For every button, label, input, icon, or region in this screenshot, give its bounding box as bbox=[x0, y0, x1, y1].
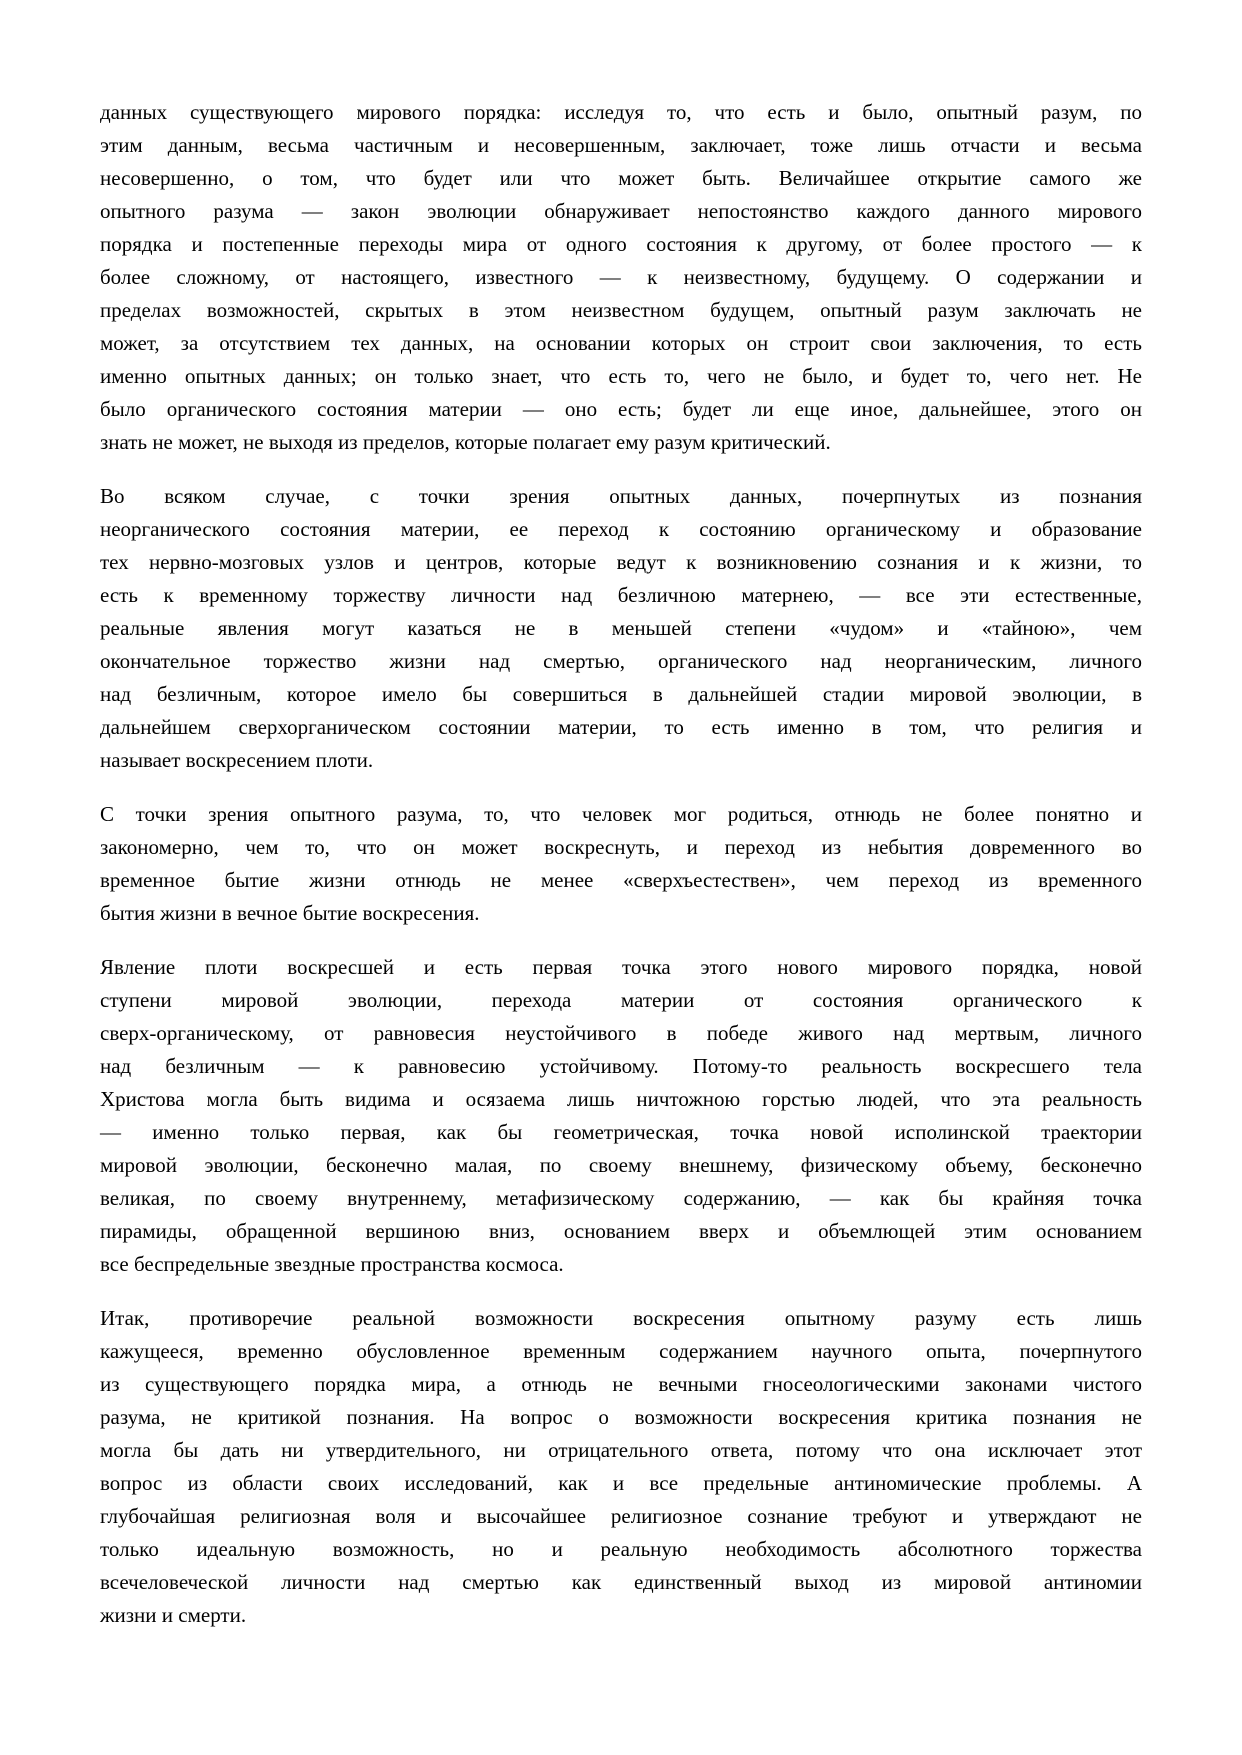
paragraph bbox=[100, 1302, 1142, 1632]
text-line: знать не может, не выходя из пределов, которые полагает ему разум критический. bbox=[100, 430, 831, 454]
text-line: опытного разума — закон эволюции обнаруживает непостоянство каждого данного мирового bbox=[100, 199, 1142, 223]
text-line: закономерно, чем то, что он может воскреснуть, и переход из небытия довременного во bbox=[100, 835, 1142, 859]
text-line: — именно только первая, как бы геометрическая, точка новой исполинской траектории bbox=[100, 1120, 1142, 1144]
text-line: мировой эволюции, бесконечно малая, по своему внешнему, физическому объему, бесконечно bbox=[100, 1153, 1142, 1177]
text-line: Явление плоти воскресшей и есть первая точка этого нового мирового порядка, новой bbox=[100, 955, 1142, 979]
text-line: великая, по своему внутреннему, метафизическому содержанию, — как бы крайняя точка bbox=[100, 1186, 1142, 1210]
text-line: неорганического состояния материи, ее переход к состоянию органическому и образование bbox=[100, 517, 1142, 541]
text-line: этим данным, весьма частичным и несовершенным, заключает, тоже лишь отчасти и весьма bbox=[100, 133, 1142, 157]
paragraph bbox=[100, 951, 1142, 1281]
text-line: данных существующего мирового порядка: исследуя то, что есть и было, опытный разум, по bbox=[100, 100, 1142, 124]
text-line: именно опытных данных; он только знает, что есть то, чего не было, и будет то, чего нет. Не bbox=[100, 364, 1142, 388]
text-line: только идеальную возможность, но и реальную необходимость абсолютного торжества bbox=[100, 1537, 1142, 1561]
text-line: над безличным, которое имело бы совершиться в дальнейшей стадии мировой эволюции, в bbox=[100, 682, 1142, 706]
text-line: тех нервно-мозговых узлов и центров, которые ведут к возникновению сознания и к жизни, то bbox=[100, 550, 1142, 574]
text-line: более сложному, от настоящего, известного — к неизвестному, будущему. О содержании и bbox=[100, 265, 1142, 289]
text-line: из существующего порядка мира, а отнюдь не вечными гносеологическими законами чистого bbox=[100, 1372, 1142, 1396]
text-line: Христова могла быть видима и осязаема лишь ничтожною горстью людей, что эта реальность bbox=[100, 1087, 1142, 1111]
text-line: все беспредельные звездные пространства космоса. bbox=[100, 1252, 564, 1276]
text-line: порядка и постепенные переходы мира от одного состояния к другому, от более простого — к bbox=[100, 232, 1142, 256]
paragraph bbox=[100, 480, 1142, 777]
text-line: ступени мировой эволюции, перехода материи от состояния органического к bbox=[100, 988, 1142, 1012]
text-line: Во всяком случае, с точки зрения опытных данных, почерпнутых из познания bbox=[100, 484, 1142, 508]
document-text bbox=[100, 96, 1142, 1632]
text-line: кажущееся, временно обусловленное временным содержанием научного опыта, почерпнутого bbox=[100, 1339, 1142, 1363]
text-line: разума, не критикой познания. На вопрос о возможности воскресения критика познания не bbox=[100, 1405, 1142, 1429]
text-line: над безличным — к равновесию устойчивому. Потому-то реальность воскресшего тела bbox=[100, 1054, 1142, 1078]
text-line: вопрос из области своих исследований, как и все предельные антиномические проблемы. А bbox=[100, 1471, 1142, 1495]
text-line: сверх-органическому, от равновесия неустойчивого в победе живого над мертвым, личного bbox=[100, 1021, 1142, 1045]
text-line: окончательное торжество жизни над смертью, органического над неорганическим, личного bbox=[100, 649, 1142, 673]
text-line: могла бы дать ни утвердительного, ни отрицательного ответа, потому что она исключает этот bbox=[100, 1438, 1142, 1462]
paragraph bbox=[100, 96, 1142, 459]
text-line: реальные явления могут казаться не в меньшей степени «чудом» и «тайною», чем bbox=[100, 616, 1142, 640]
text-line: было органического состояния материи — оно есть; будет ли еще иное, дальнейшее, этого он bbox=[100, 397, 1142, 421]
text-line: жизни и смерти. bbox=[100, 1603, 247, 1627]
text-line: бытия жизни в вечное бытие воскресения. bbox=[100, 901, 480, 925]
text-line: может, за отсутствием тех данных, на основании которых он строит свои заключения, то есть bbox=[100, 331, 1142, 355]
text-line: всечеловеческой личности над смертью как единственный выход из мировой антиномии bbox=[100, 1570, 1142, 1594]
text-line: пирамиды, обращенной вершиною вниз, основанием вверх и объемлющей этим основанием bbox=[100, 1219, 1142, 1243]
text-line: временное бытие жизни отнюдь не менее «сверхъестествен», чем переход из временного bbox=[100, 868, 1142, 892]
text-line: глубочайшая религиозная воля и высочайшее религиозное сознание требуют и утверждают не bbox=[100, 1504, 1142, 1528]
text-line: несовершенно, о том, что будет или что может быть. Величайшее открытие самого же bbox=[100, 166, 1142, 190]
paragraph bbox=[100, 798, 1142, 930]
text-line: называет воскресением плоти. bbox=[100, 748, 374, 772]
text-line: Итак, противоречие реальной возможности воскресения опытному разуму есть лишь bbox=[100, 1306, 1142, 1330]
text-line: С точки зрения опытного разума, то, что человек мог родиться, отнюдь не более понятно и bbox=[100, 802, 1142, 826]
text-line: пределах возможностей, скрытых в этом неизвестном будущем, опытный разум заключать не bbox=[100, 298, 1142, 322]
text-line: дальнейшем сверхорганическом состоянии материи, то есть именно в том, что религия и bbox=[100, 715, 1142, 739]
text-line: есть к временному торжеству личности над безличною матернею, — все эти естественные, bbox=[100, 583, 1142, 607]
